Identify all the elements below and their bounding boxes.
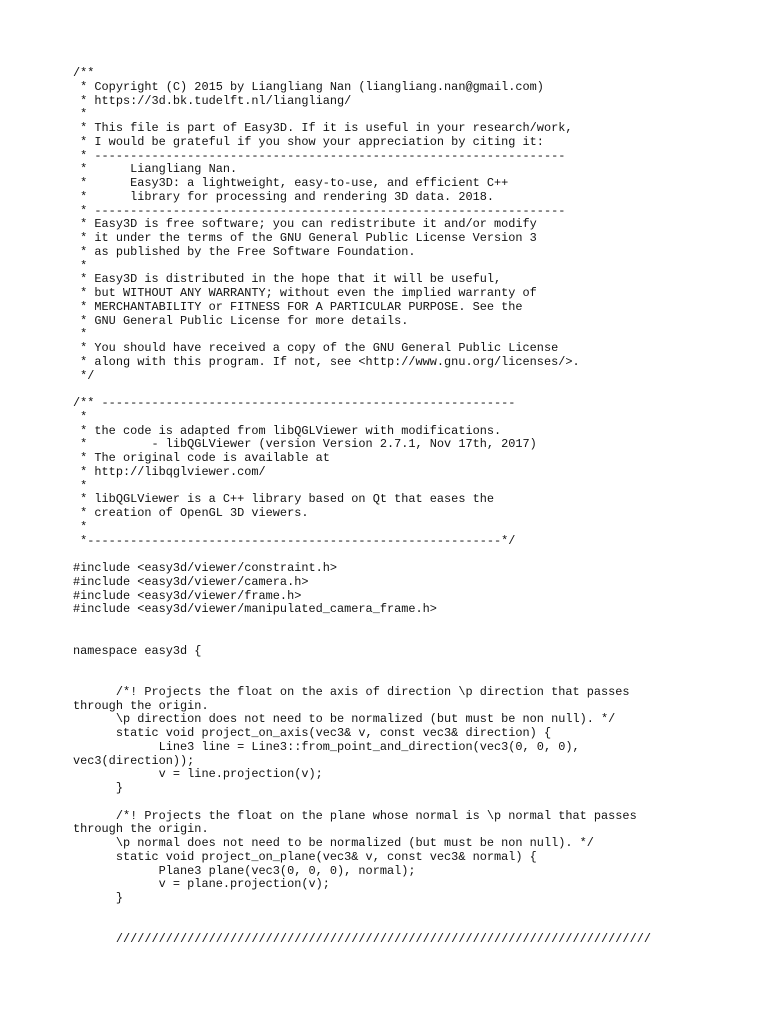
code-line: *: [73, 258, 88, 273]
code-line: ///////////////////////////////////////////////////////////////////////////: [73, 932, 651, 947]
code-line: \p normal does not need to be normalized (but must be non null). */: [73, 836, 594, 850]
code-line: *----------------------------------------------------------*/: [73, 533, 516, 548]
code-line: * as published by the Free Software Foundation.: [73, 244, 416, 259]
code-line: * Easy3D is distributed in the hope that it will be useful,: [73, 272, 502, 287]
code-line: #include <easy3d/viewer/frame.h>: [73, 588, 302, 603]
code-line: #include <easy3d/viewer/camera.h>: [73, 574, 309, 589]
code-line: vec3(direction));: [73, 753, 195, 768]
code-line: [73, 906, 753, 920]
code-line: #include <easy3d/viewer/constraint.h>: [73, 561, 338, 575]
code-line: * Liangliang Nan.: [73, 162, 238, 177]
code-line: * The original code is available at: [73, 451, 330, 465]
code-line: *: [73, 107, 88, 122]
code-line: * library for processing and rendering 3D data. 2018.: [73, 189, 494, 204]
code-line: through the origin.: [73, 822, 209, 837]
code-line: * https://3d.bk.tudelft.nl/liangliang/: [73, 93, 352, 108]
code-line: [73, 796, 753, 810]
code-line: Line3 line = Line3::from_point_and_direction(vec3(0, 0, 0),: [73, 739, 580, 754]
code-line: [73, 672, 753, 686]
code-line: [73, 548, 753, 562]
code-line: * the code is adapted from libQGLViewer with modifications.: [73, 423, 502, 438]
code-line: */: [73, 368, 95, 383]
code-line: * http://libqglviewer.com/: [73, 464, 266, 479]
code-line: * along with this program. If not, see <http://www.gnu.org/licenses/>.: [73, 354, 580, 369]
code-line: [73, 658, 753, 672]
code-line: /*! Projects the float on the axis of direction \p direction that passes: [73, 684, 630, 699]
code-line: [73, 617, 753, 631]
code-line: * This file is part of Easy3D. If it is useful in your research/work,: [73, 121, 573, 135]
code-line: * creation of OpenGL 3D viewers.: [73, 506, 309, 520]
code-line: * MERCHANTABILITY or FITNESS FOR A PARTICULAR PURPOSE. See the: [73, 299, 523, 314]
code-line: [73, 920, 753, 934]
code-line: * Easy3D: a lightweight, easy-to-use, and efficient C++: [73, 176, 509, 190]
code-line: * GNU General Public License for more details.: [73, 313, 409, 328]
code-line: [73, 383, 753, 397]
code-line: /** ----------------------------------------------------------: [73, 396, 516, 410]
code-line: #include <easy3d/viewer/manipulated_camera_frame.h>: [73, 602, 437, 617]
code-line: * but WITHOUT ANY WARRANTY; without even the implied warranty of: [73, 286, 537, 300]
code-line: * it under the terms of the GNU General Public License Version 3: [73, 231, 537, 245]
code-line: *: [73, 327, 88, 342]
code-line: Plane3 plane(vec3(0, 0, 0), normal);: [73, 863, 416, 878]
code-line: *: [73, 478, 88, 493]
source-code-text: [73, 67, 753, 947]
code-line: * - libQGLViewer (version Version 2.7.1, Nov 17th, 2017): [73, 437, 537, 452]
code-line: static void project_on_plane(vec3& v, const vec3& normal) {: [73, 849, 537, 864]
code-line: * I would be grateful if you show your appreciation by citing it:: [73, 134, 544, 149]
code-line: * Copyright (C) 2015 by Liangliang Nan (liangliang.nan@gmail.com): [73, 79, 544, 94]
code-line: }: [73, 891, 123, 905]
code-line: /*! Projects the float on the plane whose normal is \p normal that passes: [73, 808, 637, 823]
code-line: *: [73, 519, 88, 534]
code-line: *: [73, 409, 88, 424]
code-line: }: [73, 781, 123, 795]
code-line: v = line.projection(v);: [73, 767, 323, 782]
code-line: \p direction does not need to be normalized (but must be non null). */: [73, 712, 616, 727]
code-line: * ------------------------------------------------------------------: [73, 203, 566, 218]
code-line: * ------------------------------------------------------------------: [73, 148, 566, 163]
code-line: through the origin.: [73, 698, 209, 713]
code-line: [73, 631, 753, 645]
code-line: static void project_on_axis(vec3& v, const vec3& direction) {: [73, 726, 552, 740]
code-line: * libQGLViewer is a C++ library based on Qt that eases the: [73, 492, 494, 507]
code-line: v = plane.projection(v);: [73, 877, 330, 892]
code-line: /**: [73, 66, 95, 80]
code-line: * You should have received a copy of the GNU General Public License: [73, 341, 559, 355]
code-line: * Easy3D is free software; you can redistribute it and/or modify: [73, 217, 537, 232]
code-line: namespace easy3d {: [73, 643, 202, 658]
